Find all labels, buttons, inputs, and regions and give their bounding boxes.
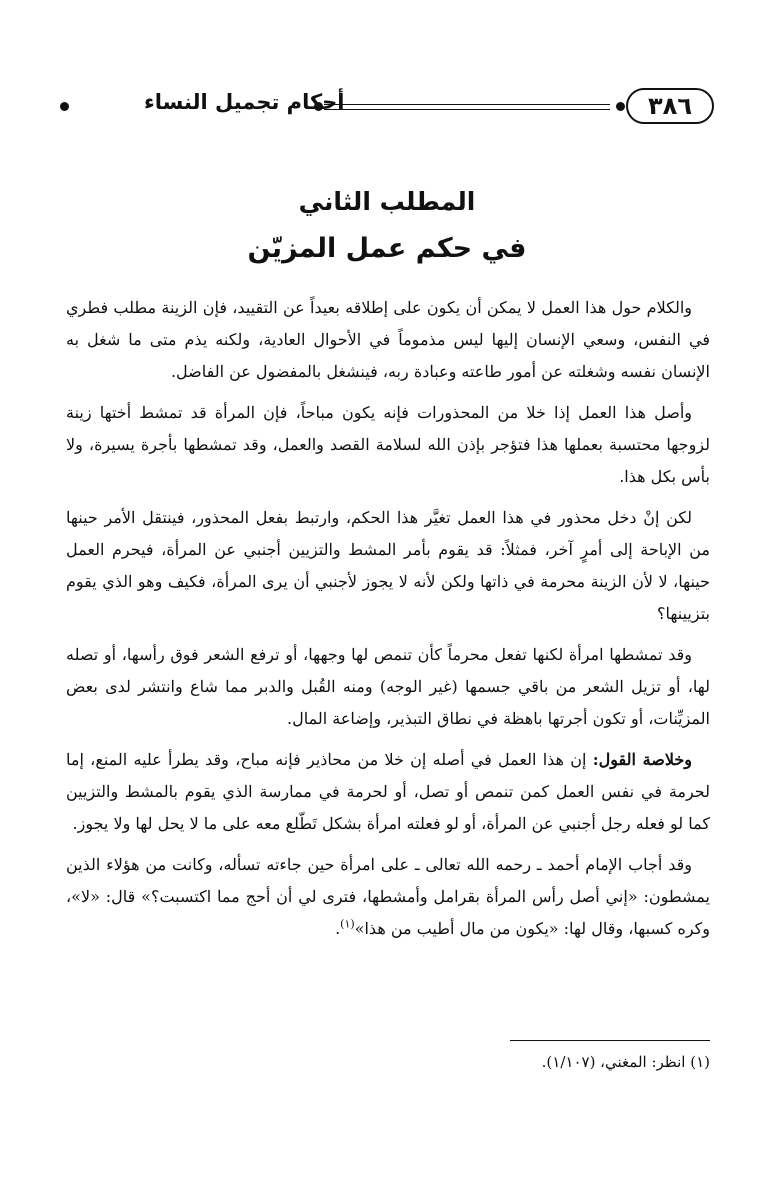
paragraph-conclusion: وخلاصة القول: إن هذا العمل في أصله إن خلا من محاذير فإنه مباح، وقد يطرأ عليه المنع، إما لحرمة في نفس العمل كمن تنمص أو تصل، أو لحرمة في ممارسة الذي يقوم بالمشط والتزيين كما لو فعله رجل أجنبي عن المرأة، أو لو فعلته امرأة بشكل تَطّلع معه على ما لا يحل لها ولا يجوز. <box>66 750 711 833</box>
paragraph: وقد تمشطها امرأة لكنها تفعل محرماً كأن تنمص لها وجهها، أو ترفع الشعر فوق رأسها، أو تصله لها، أو تزيل الشعر من باقي جسمها (غير الوجه) ومنه القُبل والدبر مما شاع وانتشر لدى بعض المزيِّنات، أو تكون أجرتها باهظة في نطاق التبذير، وإضاعة المال. <box>66 645 710 728</box>
footnote-divider <box>510 1040 710 1041</box>
paragraph: وقد أجاب الإمام أحمد ـ رحمه الله تعالى ـ على امرأة حين جاءته تسأله، وكانت من هؤلاء الذين يمشطون: «إني أصل رأس المرأة بقرامل وأمشطها، فترى لي أن أحج مما اكتسبت؟» قال: «لا»، وكره كسبها، وقال لها: «يكون من مال أطيب من هذا»$^{(١)}$. <box>66 855 710 938</box>
body-text <box>66 292 710 954</box>
header-dot-right <box>616 102 625 111</box>
page-header <box>60 86 714 126</box>
section-subtitle: في حكم عمل المزيّن <box>247 233 527 264</box>
paragraph: وأصل هذا العمل إذا خلا من المحذورات فإنه يكون مباحاً، فإن المرأة قد تمشط أختها زينة لزوجها محتسبة بعملها هذا فتؤجر بإذن الله لسلامة القصد والعمل، وقد تمشطها بأجرة يسيرة، ولا بأس بكل هذا. <box>66 403 710 486</box>
footnote: (١) انظر: المغني، (١/١٠٧). <box>541 1053 710 1071</box>
section-heading <box>0 180 774 274</box>
paragraph: لكن إنْ دخل محذور في هذا العمل تغيَّر هذا الحكم، وارتبط بفعل المحذور، فينتقل الأمر حينها من الإباحة إلى أمرٍ آخر، فمثلاً: قد يقوم بأمر المشط والتزيين أجنبي عن المرأة، فيحرم العمل حينها، لا لأن الزينة محرمة في ذاتها ولكن لأنه لا يجوز لأجنبي أن يرى المرأة، فكيف وهو الذي يقوم بتزيينها؟ <box>66 508 711 623</box>
footnote-reference: (١) <box>340 917 355 931</box>
paragraph: والكلام حول هذا العمل لا يمكن أن يكون على إطلاقه بعيداً عن التقييد، فإن الزينة مطلب فطري في النفس، وسعي الإنسان إليها ليس مذموماً في الأحوال العادية، ولكنه يذم متى ما شغل به الإنسان نفسه وشغلته عن أمور طاعته وعبادة ربه، فينشغل بالمفضول عن الفاضل. <box>66 298 710 381</box>
conclusion-lead: وخلاصة القول: <box>592 750 693 769</box>
running-title: أحكام تجميل النساء <box>144 90 345 114</box>
header-dot-left <box>60 102 69 111</box>
section-title: المطلب الثاني <box>298 187 476 216</box>
header-rule <box>324 104 610 110</box>
page-number: ٣٨٦ <box>626 88 714 124</box>
